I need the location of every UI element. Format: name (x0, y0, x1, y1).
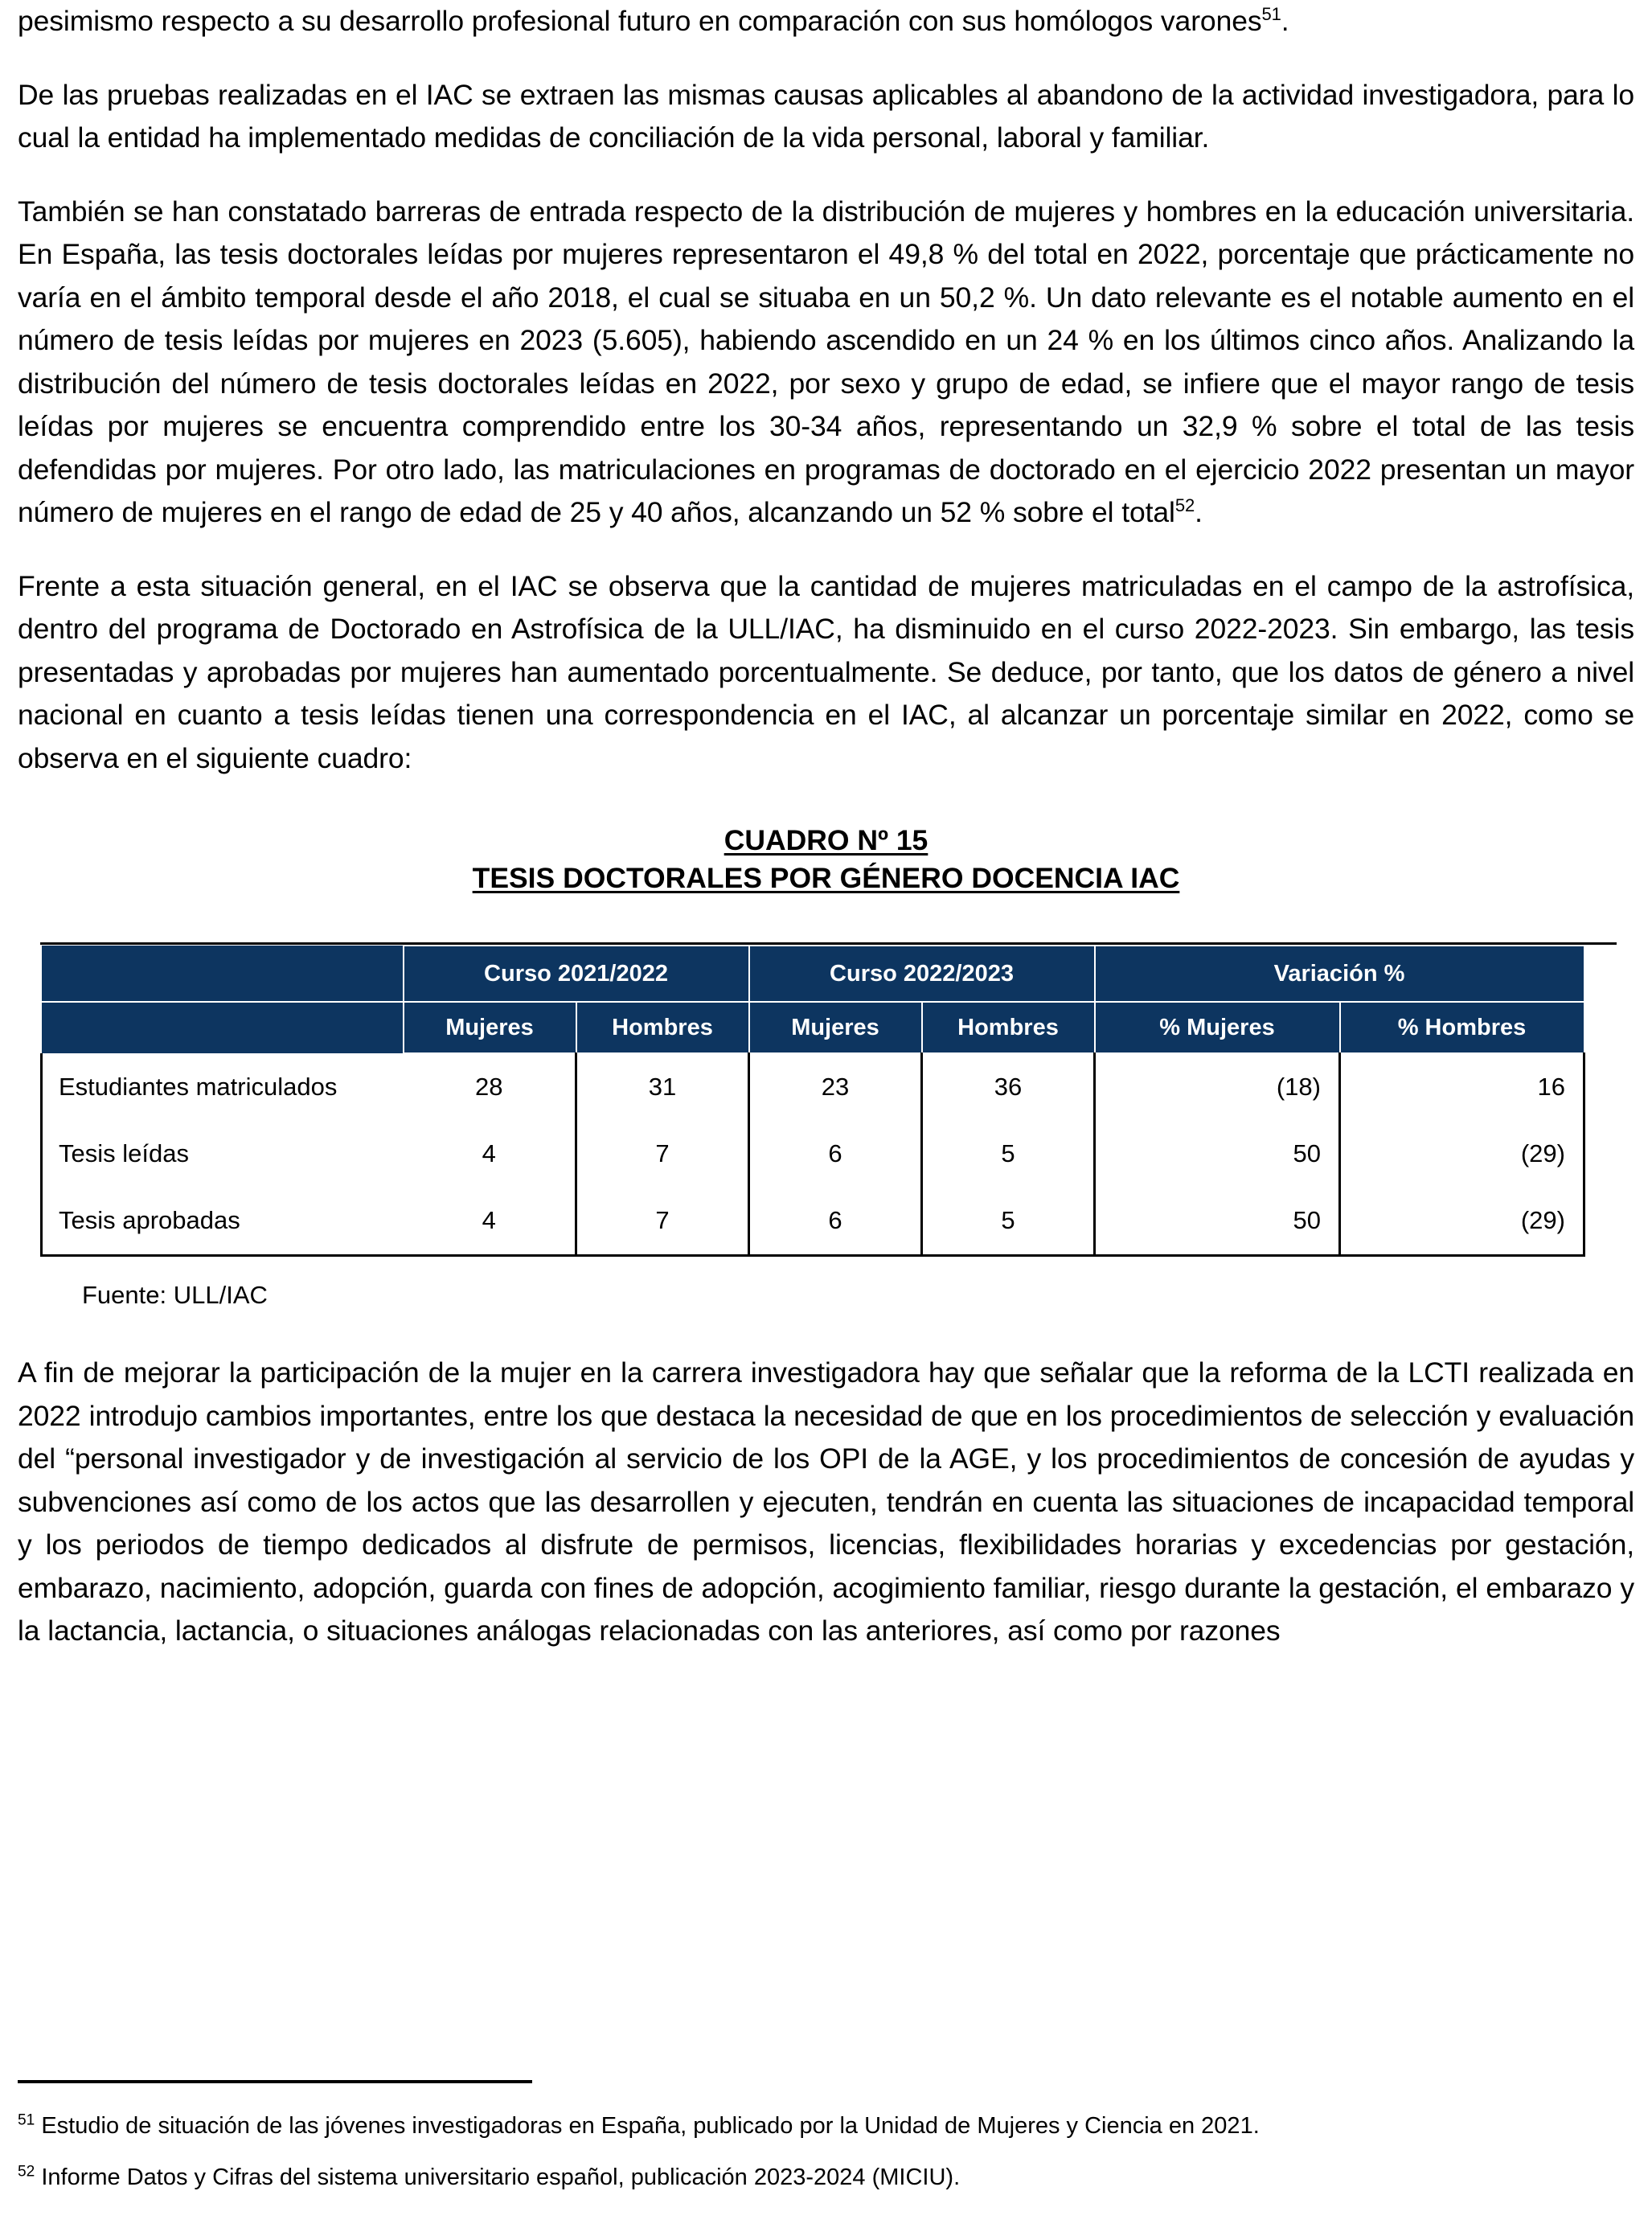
column-header-hombres-2022: Hombres (922, 1002, 1095, 1053)
column-header-pct-mujeres: % Mujeres (1095, 1002, 1340, 1053)
row-label-tesis-leidas: Tesis leídas (42, 1121, 404, 1188)
paragraph-1 (18, 0, 1634, 43)
footnote-51-marker: 51 (18, 2111, 35, 2129)
group-header-variacion: Variación % (1095, 946, 1584, 1002)
table-source-note: Fuente: ULL/IAC (82, 1281, 268, 1309)
table-top-rule (40, 942, 1617, 1257)
paragraph-1-trailing: . (1281, 5, 1289, 37)
paragraph-5: A fin de mejorar la participación de la mujer en la carrera investigadora hay que señalar que la reforma de la LCTI realizada en 2022 introdujo cambios importantes, entre los que destaca la necesidad de que en los procedimientos de selección y evaluación del “personal investigador y de investigación al servicio de los OPI de la AGE, y los procedimientos de concesión de ayudas y subvenciones así como de los actos que las desarrollen y ejecuten, tendrán en cuenta las situaciones de incapacidad temporal y los periodos de tiempo dedicados al disfrute de permisos, licencias, flexibilidades horarias y excedencias por gestación, embarazo, nacimiento, adopción, guarda con fines de adopción, acogimiento familiar, riesgo durante la gestación, el embarazo y la lactancia, lactancia, o situaciones análogas relacionadas con las anteriores, así como por razones (18, 1356, 1634, 1647)
footnote-52-text: Informe Datos y Cifras del sistema universitario español, publicación 2023-2024 (MICIU). (41, 2164, 961, 2190)
column-header-mujeres-2022: Mujeres (749, 1002, 922, 1053)
footnote-ref-51[interactable]: 51 (1261, 4, 1281, 25)
table-row (42, 1053, 1584, 1121)
column-header-mujeres-2021: Mujeres (404, 1002, 576, 1053)
cuadro-title-line-2: TESIS DOCTORALES POR GÉNERO DOCENCIA IAC (472, 862, 1180, 894)
group-header-curso-2021-2022: Curso 2021/2022 (404, 946, 749, 1002)
cell-estudiantes-hombres-2022: 36 (922, 1053, 1095, 1121)
paragraph-2: De las pruebas realizadas en el IAC se extraen las mismas causas aplicables al abandono de la actividad investigadora, para lo cual la entidad ha implementado medidas de conciliación de la vida personal, laboral y familiar. (18, 78, 1634, 154)
cell-tesis-leidas-mujeres-2021: 4 (404, 1121, 576, 1188)
paragraph-3-text: También se han constatado barreras de entrada respecto de la distribución de mujeres y hombres en la educación universitaria. En España, las tesis doctorales leídas por mujeres representaron el 49,8 % del total en 2022, porcentaje que prácticamente no varía en el ámbito temporal desde el año 2018, el cual se situaba en un 50,2 %. Un dato relevante es el notable aumento en el número de tesis leídas por mujeres en 2023 (5.605), habiendo ascendido en un 24 % en los últimos cinco años. Analizando la distribución del número de tesis doctorales leídas en 2022, por sexo y grupo de edad, se infiere que el mayor rango de tesis leídas por mujeres se encuentra comprendido entre los 30-34 años, representando un 32,9 % sobre el total de las tesis defendidas por mujeres. Por otro lado, las matriculaciones en programas de doctorado en el ejercicio 2022 presentan un mayor número de mujeres en el rango de edad de 25 y 40 años, alcanzando un 52 % sobre el total (18, 195, 1634, 528)
footnote-ref-52[interactable]: 52 (1174, 495, 1195, 516)
table-group-header-row (42, 946, 1584, 1002)
paragraph-3 (18, 191, 1634, 535)
cell-tesis-leidas-mujeres-2022: 6 (749, 1121, 922, 1188)
cell-tesis-leidas-hombres-2022: 5 (922, 1121, 1095, 1188)
cell-tesis-aprobadas-mujeres-2021: 4 (404, 1188, 576, 1256)
table-row (42, 1188, 1584, 1256)
footnote-51 (18, 2111, 1634, 2141)
cell-estudiantes-pct-hombres: 16 (1340, 1053, 1584, 1121)
cell-estudiantes-hombres-2021: 31 (576, 1053, 749, 1121)
row-label-tesis-aprobadas: Tesis aprobadas (42, 1188, 404, 1256)
cell-estudiantes-pct-mujeres: (18) (1095, 1053, 1340, 1121)
table-row (42, 1121, 1584, 1188)
footnote-52-marker: 52 (18, 2163, 35, 2181)
cell-tesis-aprobadas-hombres-2022: 5 (922, 1188, 1095, 1256)
cell-tesis-leidas-pct-mujeres: 50 (1095, 1121, 1340, 1188)
column-header-pct-hombres: % Hombres (1340, 1002, 1584, 1053)
cuadro-title-line-1: CUADRO Nº 15 (724, 824, 928, 856)
paragraph-3-trailing: . (1195, 496, 1203, 528)
paragraph-4: Frente a esta situación general, en el IAC se observa que la cantidad de mujeres matriculadas en el campo de la astrofísica, dentro del programa de Doctorado en Astrofísica de la ULL/IAC, ha disminuido en el curso 2022-2023. Sin embargo, las tesis presentadas y aprobadas por mujeres han aumentado porcentualmente. Se deduce, por tanto, que los datos de género a nivel nacional en cuanto a tesis leídas tienen una correspondencia en el IAC, al alcanzar un porcentaje similar en 2022, como se observa en el siguiente cuadro: (18, 569, 1634, 774)
paragraph-1-text: pesimismo respecto a su desarrollo profesional futuro en comparación con sus homólogos varones (18, 5, 1262, 37)
column-header-blank (42, 1002, 404, 1053)
row-label-estudiantes-matriculados: Estudiantes matriculados (42, 1053, 404, 1121)
group-header-blank (42, 946, 404, 1002)
cell-tesis-aprobadas-hombres-2021: 7 (576, 1188, 749, 1256)
cell-tesis-aprobadas-pct-hombres: (29) (1340, 1188, 1584, 1256)
cell-tesis-leidas-hombres-2021: 7 (576, 1121, 749, 1188)
cell-tesis-leidas-pct-hombres: (29) (1340, 1121, 1584, 1188)
footnote-51-text: Estudio de situación de las jóvenes investigadoras en España, publicado por la Unidad de Mujeres y Ciencia en 2021. (41, 2113, 1260, 2139)
cell-tesis-aprobadas-mujeres-2022: 6 (749, 1188, 922, 1256)
cuadro-title (18, 822, 1634, 897)
table-head (42, 946, 1584, 1053)
cell-estudiantes-mujeres-2021: 28 (404, 1053, 576, 1121)
cell-estudiantes-mujeres-2022: 23 (749, 1053, 922, 1121)
column-header-hombres-2021: Hombres (576, 1002, 749, 1053)
table-column-header-row (42, 1002, 1584, 1053)
footnote-separator-rule (18, 2080, 532, 2083)
footnote-area (18, 2080, 1634, 2214)
cuadro-table-wrapper (18, 942, 1634, 1310)
tesis-doctorales-table (40, 945, 1585, 1257)
table-body (42, 1053, 1584, 1256)
footnote-52 (18, 2162, 1634, 2193)
cell-tesis-aprobadas-pct-mujeres: 50 (1095, 1188, 1340, 1256)
group-header-curso-2022-2023: Curso 2022/2023 (749, 946, 1095, 1002)
